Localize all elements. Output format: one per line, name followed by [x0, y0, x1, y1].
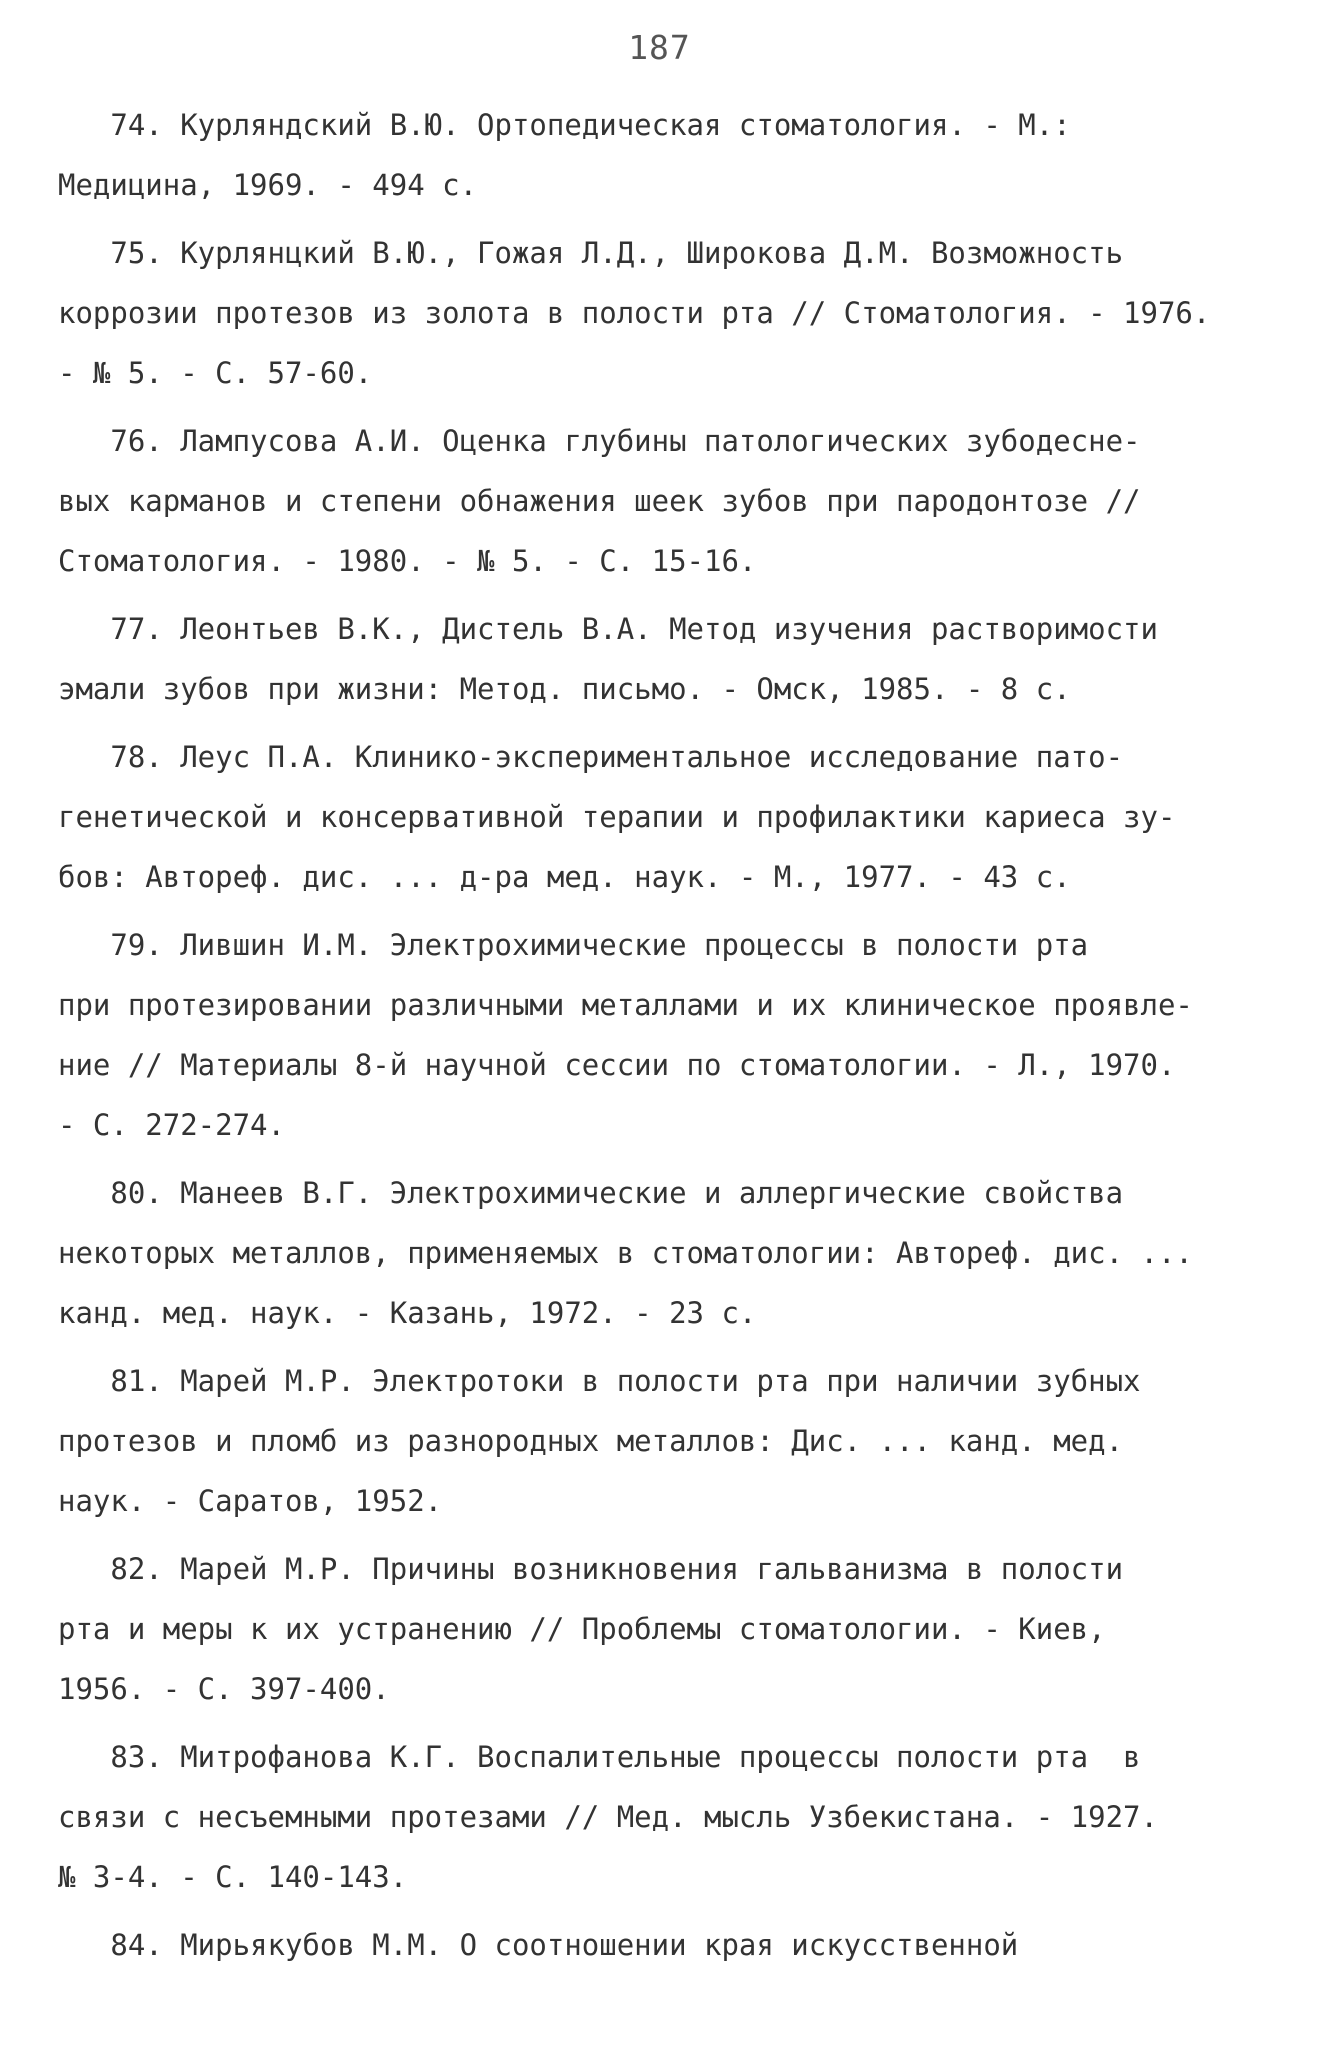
bib-line: при протезировании различными металлами и их клиническое проявле- — [58, 988, 1193, 1022]
page-number: 187 — [628, 28, 691, 67]
bib-line: ние // Материалы 8-й научной сессии по стоматологии. - Л., 1970. — [58, 1048, 1176, 1082]
bib-entry-81 — [58, 1351, 1253, 1531]
bibliography-list — [58, 95, 1253, 1983]
bib-line: Медицина, 1969. - 494 с. — [58, 168, 478, 202]
bib-line: - № 5. - С. 57-60. — [58, 356, 373, 390]
bib-line: некоторых металлов, применяемых в стоматологии: Автореф. дис. ... — [58, 1236, 1193, 1270]
bib-line: бов: Автореф. дис. ... д-ра мед. наук. - М., 1977. - 43 с. — [58, 860, 1071, 894]
bib-line: канд. мед. наук. - Казань, 1972. - 23 с. — [58, 1296, 757, 1330]
bib-line: наук. - Саратов, 1952. — [58, 1484, 443, 1518]
bib-line: 80. Манеев В.Г. Электрохимические и аллергические свойства — [58, 1176, 1124, 1210]
bib-line: 83. Митрофанова К.Г. Воспалительные процессы полости рта в — [58, 1740, 1141, 1774]
bib-line: вых карманов и степени обнажения шеек зубов при пародонтозе // — [58, 484, 1141, 518]
bib-entry-80 — [58, 1163, 1253, 1343]
bib-line: 82. Марей М.Р. Причины возникновения гальванизма в полости — [58, 1552, 1124, 1586]
bib-line: 78. Леус П.А. Клинико-экспериментальное исследование пато- — [58, 740, 1124, 774]
bib-entry-74 — [58, 95, 1253, 215]
bib-line: 81. Марей М.Р. Электротоки в полости рта при наличии зубных — [58, 1364, 1141, 1398]
bib-entry-78 — [58, 727, 1253, 907]
bib-entry-83 — [58, 1727, 1253, 1907]
bib-line: связи с несъемными протезами // Мед. мысль Узбекистана. - 1927. — [58, 1800, 1158, 1834]
bib-line: 76. Лампусова А.И. Оценка глубины патологических зубодесне- — [58, 424, 1141, 458]
bib-line: 75. Курлянцкий В.Ю., Гожая Л.Д., Широкова Д.М. Возможность — [58, 236, 1124, 270]
bib-entry-77 — [58, 599, 1253, 719]
bib-line: 1956. - С. 397-400. — [58, 1672, 390, 1706]
bib-line: 74. Курляндский В.Ю. Ортопедическая стоматология. - М.: — [58, 108, 1071, 142]
bib-line: эмали зубов при жизни: Метод. письмо. - Омск, 1985. - 8 с. — [58, 672, 1071, 706]
bib-line: коррозии протезов из золота в полости рта // Стоматология. - 1976. — [58, 296, 1211, 330]
bib-entry-75 — [58, 223, 1253, 403]
bib-line: протезов и пломб из разнородных металлов: Дис. ... канд. мед. — [58, 1424, 1124, 1458]
bib-line: Стоматология. - 1980. - № 5. - С. 15-16. — [58, 544, 757, 578]
bib-entry-79 — [58, 915, 1253, 1155]
bib-entry-76 — [58, 411, 1253, 591]
bib-line: 79. Лившин И.М. Электрохимические процессы в полости рта — [58, 928, 1089, 962]
bib-line: 77. Леонтьев В.К., Дистель В.А. Метод изучения растворимости — [58, 612, 1158, 646]
bib-line: № 3-4. - С. 140-143. — [58, 1860, 408, 1894]
bib-entry-82 — [58, 1539, 1253, 1719]
bib-entry-84 — [58, 1915, 1253, 1975]
bib-line: 84. Мирьякубов М.М. О соотношении края искусственной — [58, 1928, 1019, 1962]
bib-line: рта и меры к их устранению // Проблемы стоматологии. - Киев, — [58, 1612, 1106, 1646]
bib-line: генетической и консервативной терапии и профилактики кариеса зу- — [58, 800, 1176, 834]
bib-line: - С. 272-274. — [58, 1108, 285, 1142]
